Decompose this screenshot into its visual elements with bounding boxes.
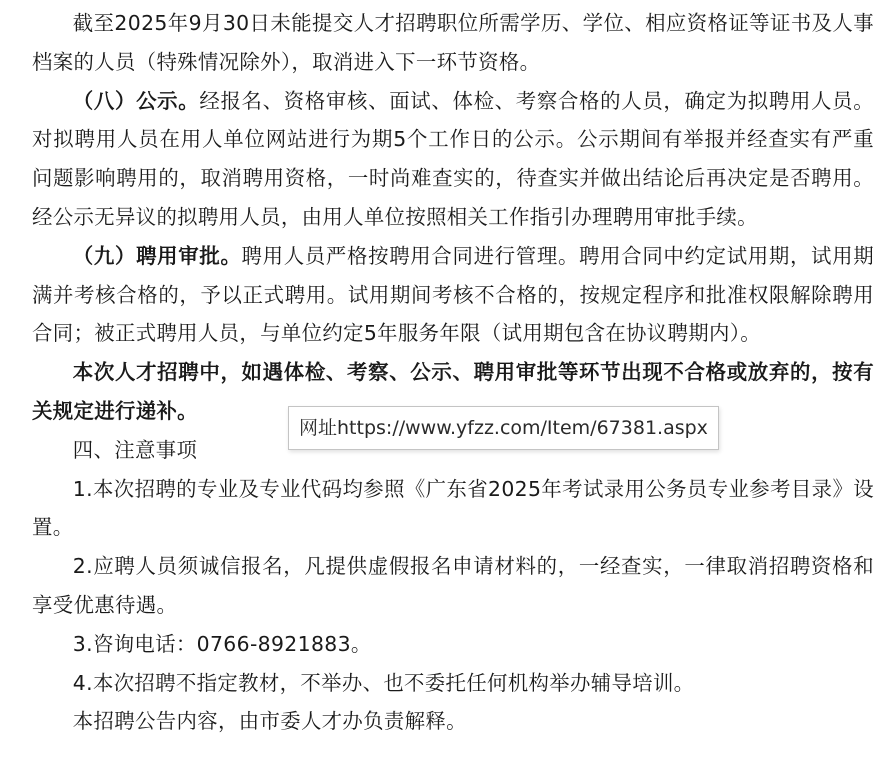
paragraph-replacement-notice: 本次人才招聘中，如遇体检、考察、公示、聘用审批等环节出现不合格或放弃的，按有关规定进行递补。 <box>32 360 874 423</box>
url-tooltip-label: 网址 <box>299 417 338 439</box>
paragraph-publicity-heading: （八）公示。 <box>72 88 200 113</box>
article-body <box>32 4 874 741</box>
paragraph-hiring-approval-heading: （九）聘用审批。 <box>72 243 242 268</box>
note-item-3: 3.咨询电话：0766-8921883。 <box>72 631 372 656</box>
url-tooltip <box>288 406 719 450</box>
note-item-4: 4.本次招聘不指定教材，不举办、也不委托任何机构举办辅导培训。 <box>72 670 695 695</box>
paragraph-hiring-approval <box>32 237 874 353</box>
paragraph-publicity <box>32 82 874 237</box>
paragraph-hiring-approval-body: 聘用人员严格按聘用合同进行管理。聘用合同中约定试用期，试用期满并考核合格的，予以正式聘用。试用期间考核不合格的，按规定程序和批准权限解除聘用合同；被正式聘用人员，与单位约定5年服务年限（试用期包含在协议聘期内）。 <box>32 243 874 346</box>
paragraph-publicity-body: 经报名、资格审核、面试、体检、考察合格的人员，确定为拟聘用人员。对拟聘用人员在用人单位网站进行为期5个工作日的公示。公示期间有举报并经查实有严重问题影响聘用的，取消聘用资格，一时尚难查实的，待查实并做出结论后再决定是否聘用。经公示无异议的拟聘用人员，由用人单位按照相关工作指引办理聘用审批手续。 <box>32 88 874 229</box>
note-item-2: 2.应聘人员须诚信报名，凡提供虚假报名申请材料的，一经查实，一律取消招聘资格和享受优惠待遇。 <box>32 554 874 617</box>
url-tooltip-link[interactable]: https://www.yfzz.com/Item/67381.aspx <box>337 417 708 439</box>
paragraph-qualification-deadline: 截至2025年9月30日未能提交人才招聘职位所需学历、学位、相应资格证等证书及人事档案的人员（特殊情况除外），取消进入下一环节资格。 <box>32 11 874 74</box>
note-item-1: 1.本次招聘的专业及专业代码均参照《广东省2025年考试录用公务员专业参考目录》设置。 <box>32 476 874 540</box>
section-title-notes: 四、注意事项 <box>72 437 198 462</box>
closing-statement: 本招聘公告内容，由市委人才办负责解释。 <box>72 709 467 734</box>
